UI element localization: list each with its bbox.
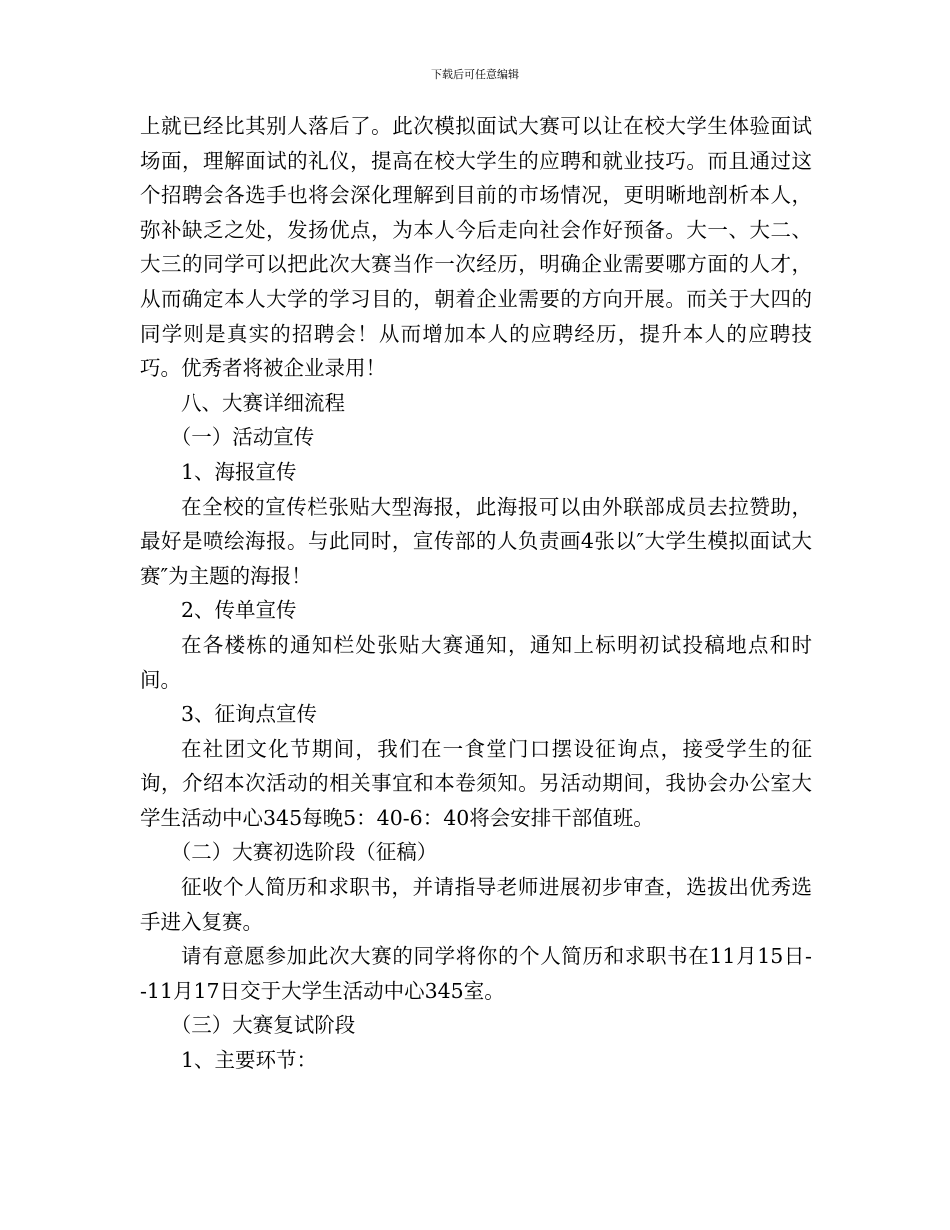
item-heading-flyer: 2、传单宣传 [181, 598, 297, 623]
item-heading-consult: 3、征询点宣传 [181, 702, 318, 727]
section-heading-8: 八、大赛详细流程 [181, 390, 345, 415]
paragraph-intro-continued: 上就已经比其别人落后了。此次模拟面试大赛可以让在校大学生体验面试场面，理解面试的礼仪，提高在校大学生的应聘和就业技巧。而且通过这个招聘会各选手也将会深化理解到目前的市场情况，更明晰地剖析本人，弥补缺乏之处，发扬优点，为本人今后走向社会作好预备。大一、大二、大三的同学可以把此次大赛当作一次经历，明确企业需要哪方面的人才，从而确定本人大学的学习目的，朝着企业需要的方向开展。而关于大四的同学则是真实的招聘会！从而增加本人的应聘经历，提升本人的应聘技巧。优秀者将被企业录用！ [140, 114, 812, 381]
paragraph-consult: 在社团文化节期间，我们在一食堂门口摆设征询点，接受学生的征询，介绍本次活动的相关事宜和本卷须知。另活动期间，我协会办公室大学生活动中心345每晚5：40-6：40将会安排干部值班。 [140, 736, 812, 830]
page-header: 下载后可任意编辑 [431, 68, 519, 81]
subsection-heading-3: （三）大赛复试阶段 [170, 1013, 356, 1038]
paragraph-poster: 在全校的宣传栏张贴大型海报，此海报可以由外联部成员去拉赞助，最好是喷绘海报。与此同时，宣传部的人负责画4张以″大学生模拟面试大赛″为主题的海报！ [140, 494, 812, 588]
subsection-heading-1: （一）活动宣传 [170, 425, 315, 450]
item-heading-main-stages: 1、主要环节： [181, 1048, 318, 1073]
paragraph-submission: 请有意愿参加此次大赛的同学将你的个人简历和求职书在11月15日--11月17日交于大学生活动中心345室。 [140, 944, 812, 1003]
paragraph-preliminary: 征收个人简历和求职书，并请指导老师进展初步审查，选拔出优秀选手进入复赛。 [140, 875, 812, 934]
item-heading-poster: 1、海报宣传 [181, 459, 297, 484]
paragraph-flyer: 在各楼栋的通知栏处张贴大赛通知，通知上标明初试投稿地点和时间。 [140, 632, 812, 692]
subsection-heading-2: （二）大赛初选阶段（征稿） [170, 840, 438, 865]
document-body [140, 109, 812, 1078]
